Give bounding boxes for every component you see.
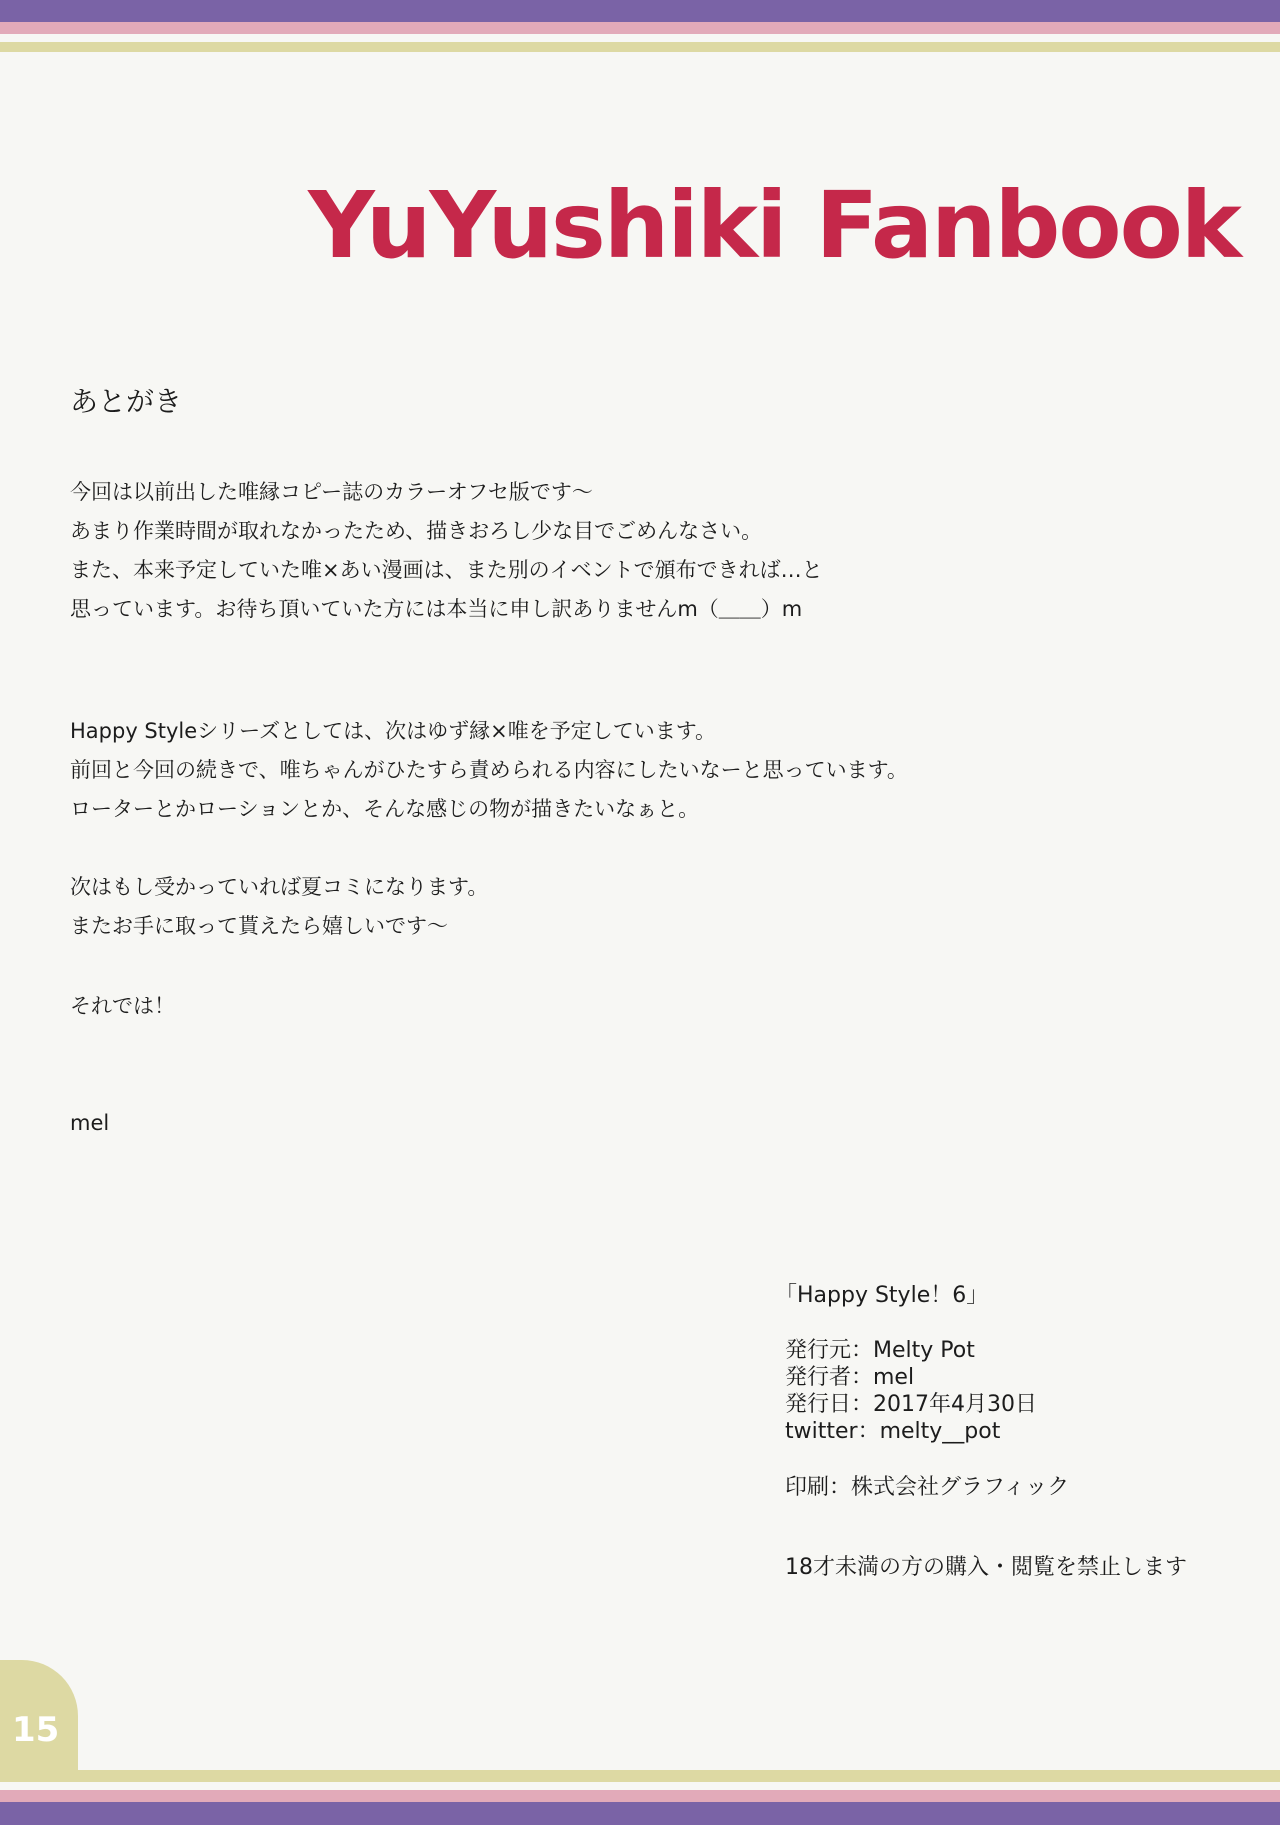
text-line: 次はもし受かっていれば夏コミになります。 xyxy=(70,875,489,899)
colophon-info xyxy=(785,1337,1037,1445)
page-title: YuYushiki Fanbook xyxy=(308,172,1240,279)
top-stripe-purple xyxy=(0,0,1280,22)
bottom-stripe-gap xyxy=(0,1782,1280,1790)
paragraph-4 xyxy=(70,987,175,1026)
afterword-heading: あとがき xyxy=(70,385,183,418)
age-warning: 18才未満の方の購入・閲覧を禁止します xyxy=(785,1555,1187,1580)
text-line: 前回と今回の続きで、唯ちゃんがひたすら責められる内容にしたいなーと思っています。 xyxy=(70,758,908,782)
top-stripe-yellow xyxy=(0,42,1280,52)
bottom-stripe-yellow xyxy=(0,1770,1280,1782)
colophon-book-title: 「Happy Style！6」 xyxy=(775,1283,989,1308)
author-signature: mel xyxy=(70,1111,110,1135)
colophon-printer: 印刷：株式会社グラフィック xyxy=(785,1475,1070,1500)
top-stripe-pink xyxy=(0,22,1280,34)
top-stripe-gap xyxy=(0,34,1280,42)
text-line: 思っています。お待ち頂いていた方には本当に申し訳ありませんm（＿＿）m xyxy=(70,597,803,621)
colophon-twitter: twitter：melty__pot xyxy=(785,1419,1001,1444)
text-line: ローターとかローションとか、そんな感じの物が描きたいなぁと。 xyxy=(70,797,700,821)
colophon-publisher: 発行元：Melty Pot xyxy=(785,1338,975,1363)
paragraph-1 xyxy=(70,473,823,629)
text-line: またお手に取って貰えたら嬉しいです～ xyxy=(70,914,448,938)
text-line: また、本来予定していた唯×あい漫画は、また別のイベントで頒布できれば…と xyxy=(70,558,823,582)
text-line: あまり作業時間が取れなかったため、描きおろし少な目でごめんなさい。 xyxy=(70,519,763,543)
page-number: 15 xyxy=(12,1710,60,1750)
bottom-stripe-pink xyxy=(0,1790,1280,1802)
text-line: 今回は以前出した唯縁コピー誌のカラーオフセ版です～ xyxy=(70,480,593,504)
colophon-date: 発行日：2017年4月30日 xyxy=(785,1392,1037,1417)
text-line: それでは！ xyxy=(70,994,175,1018)
colophon-issuer: 発行者：mel xyxy=(785,1365,915,1390)
paragraph-2 xyxy=(70,712,908,829)
bottom-stripe-purple xyxy=(0,1802,1280,1825)
paragraph-3 xyxy=(70,868,488,946)
text-line: Happy Styleシリーズとしては、次はゆず縁×唯を予定しています。 xyxy=(70,719,717,743)
